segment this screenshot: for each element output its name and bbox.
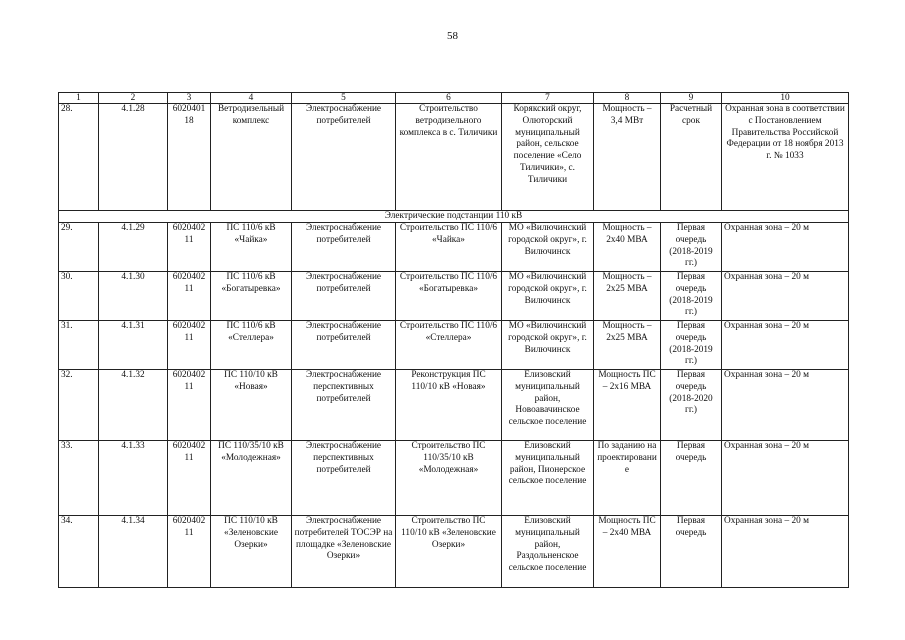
characteristics-cell: Мощность – 2х25 МВА bbox=[594, 272, 661, 321]
purpose-cell: Электроснабжение потребителей bbox=[292, 321, 396, 370]
description-cell: Строительство ПС 110/6 «Богатыревка» bbox=[396, 272, 502, 321]
timing-cell: Расчетный срок bbox=[661, 104, 722, 211]
table-row bbox=[59, 370, 849, 441]
location-cell: МО «Вилючинский городской округ», г. Вилючинск bbox=[502, 321, 594, 370]
description-cell: Строительство ветродизельного комплекса в с. Тиличики bbox=[396, 104, 502, 211]
column-number: 8 bbox=[594, 93, 661, 104]
column-number: 9 bbox=[661, 93, 722, 104]
characteristics-cell: Мощность – 2х25 МВА bbox=[594, 321, 661, 370]
table-body bbox=[59, 93, 849, 588]
type-code-cell: 6020402 11 bbox=[168, 321, 211, 370]
object-name-cell: ПС 110/35/10 кВ «Молодежная» bbox=[211, 441, 292, 516]
page-number: 58 bbox=[447, 30, 458, 42]
zone-cell: Охранная зона – 20 м bbox=[722, 321, 849, 370]
description-cell: Строительство ПС 110/6 «Стеллера» bbox=[396, 321, 502, 370]
type-code-cell: 6020402 11 bbox=[168, 441, 211, 516]
location-cell: МО «Вилючинский городской округ», г. Вилючинск bbox=[502, 272, 594, 321]
table-row bbox=[59, 272, 849, 321]
description-cell: Строительство ПС 110/35/10 кВ «Молодежная» bbox=[396, 441, 502, 516]
row-number-cell: 29. bbox=[59, 223, 99, 272]
object-name-cell: ПС 110/6 кВ «Богатыревка» bbox=[211, 272, 292, 321]
characteristics-cell: Мощность – 3,4 МВт bbox=[594, 104, 661, 211]
zone-cell: Охранная зона – 20 м bbox=[722, 272, 849, 321]
row-number-cell: 28. bbox=[59, 104, 99, 211]
type-code-cell: 6020402 11 bbox=[168, 272, 211, 321]
row-number-cell: 32. bbox=[59, 370, 99, 441]
section-row bbox=[59, 211, 849, 223]
object-code-cell: 4.1.30 bbox=[99, 272, 168, 321]
purpose-cell: Электроснабжение потребителей bbox=[292, 272, 396, 321]
purpose-cell: Электроснабжение перспективных потребителей bbox=[292, 370, 396, 441]
purpose-cell: Электроснабжение потребителей bbox=[292, 104, 396, 211]
object-code-cell: 4.1.31 bbox=[99, 321, 168, 370]
type-code-cell: 6020402 11 bbox=[168, 516, 211, 588]
object-name-cell: Ветродизельный комплекс bbox=[211, 104, 292, 211]
object-name-cell: ПС 110/10 кВ «Зеленовские Озерки» bbox=[211, 516, 292, 588]
column-number-row bbox=[59, 93, 849, 104]
characteristics-cell: По заданию на проектирование bbox=[594, 441, 661, 516]
row-number-cell: 30. bbox=[59, 272, 99, 321]
object-code-cell: 4.1.34 bbox=[99, 516, 168, 588]
column-number: 1 bbox=[59, 93, 99, 104]
purpose-cell: Электроснабжение потребителей ТОСЭР на площадке «Зеленовские Озерки» bbox=[292, 516, 396, 588]
description-cell: Строительство ПС 110/10 кВ «Зеленовские Озерки» bbox=[396, 516, 502, 588]
column-number: 5 bbox=[292, 93, 396, 104]
row-number-cell: 33. bbox=[59, 441, 99, 516]
timing-cell: Первая очередь (2018-2019 гг.) bbox=[661, 272, 722, 321]
location-cell: Елизовский муниципальный район, Раздольненское сельское поселение bbox=[502, 516, 594, 588]
purpose-cell: Электроснабжение перспективных потребителей bbox=[292, 441, 396, 516]
zone-cell: Охранная зона – 20 м bbox=[722, 223, 849, 272]
description-cell: Строительство ПС 110/6 «Чайка» bbox=[396, 223, 502, 272]
row-number-cell: 34. bbox=[59, 516, 99, 588]
timing-cell: Первая очередь (2018-2020 гг.) bbox=[661, 370, 722, 441]
table-row bbox=[59, 321, 849, 370]
type-code-cell: 6020401 18 bbox=[168, 104, 211, 211]
timing-cell: Первая очередь bbox=[661, 516, 722, 588]
column-number: 6 bbox=[396, 93, 502, 104]
column-number: 2 bbox=[99, 93, 168, 104]
location-cell: МО «Вилючинский городской округ», г. Вилючинск bbox=[502, 223, 594, 272]
characteristics-cell: Мощность ПС – 2х40 МВА bbox=[594, 516, 661, 588]
object-name-cell: ПС 110/10 кВ «Новая» bbox=[211, 370, 292, 441]
table-row bbox=[59, 104, 849, 211]
location-cell: Елизовский муниципальный район, Новоавачинское сельское поселение bbox=[502, 370, 594, 441]
purpose-cell: Электроснабжение потребителей bbox=[292, 223, 396, 272]
table-row bbox=[59, 516, 849, 588]
table-row bbox=[59, 441, 849, 516]
timing-cell: Первая очередь (2018-2019 гг.) bbox=[661, 223, 722, 272]
location-cell: Елизовский муниципальный район, Пионерское сельское поселение bbox=[502, 441, 594, 516]
characteristics-cell: Мощность ПС – 2х16 МВА bbox=[594, 370, 661, 441]
zone-cell: Охранная зона – 20 м bbox=[722, 441, 849, 516]
type-code-cell: 6020402 11 bbox=[168, 370, 211, 441]
timing-cell: Первая очередь (2018-2019 гг.) bbox=[661, 321, 722, 370]
description-cell: Реконструкция ПС 110/10 кВ «Новая» bbox=[396, 370, 502, 441]
column-number: 4 bbox=[211, 93, 292, 104]
objects-table bbox=[58, 92, 849, 588]
object-code-cell: 4.1.33 bbox=[99, 441, 168, 516]
object-name-cell: ПС 110/6 кВ «Чайка» bbox=[211, 223, 292, 272]
zone-cell: Охранная зона – 20 м bbox=[722, 370, 849, 441]
type-code-cell: 6020402 11 bbox=[168, 223, 211, 272]
characteristics-cell: Мощность – 2х40 МВА bbox=[594, 223, 661, 272]
object-code-cell: 4.1.32 bbox=[99, 370, 168, 441]
zone-cell: Охранная зона – 20 м bbox=[722, 516, 849, 588]
object-code-cell: 4.1.29 bbox=[99, 223, 168, 272]
location-cell: Корякский округ, Олюторский муниципальный район, сельское поселение «Село Тиличики», с. Тиличики bbox=[502, 104, 594, 211]
zone-cell: Охранная зона в соответствии с Постановлением Правительства Российской Федерации от 18 ноября 2013 г. № 1033 bbox=[722, 104, 849, 211]
object-name-cell: ПС 110/6 кВ «Стеллера» bbox=[211, 321, 292, 370]
timing-cell: Первая очередь bbox=[661, 441, 722, 516]
column-number: 3 bbox=[168, 93, 211, 104]
section-title: Электрические подстанции 110 кВ bbox=[59, 211, 849, 223]
column-number: 7 bbox=[502, 93, 594, 104]
object-code-cell: 4.1.28 bbox=[99, 104, 168, 211]
table-row bbox=[59, 223, 849, 272]
column-number: 10 bbox=[722, 93, 849, 104]
row-number-cell: 31. bbox=[59, 321, 99, 370]
